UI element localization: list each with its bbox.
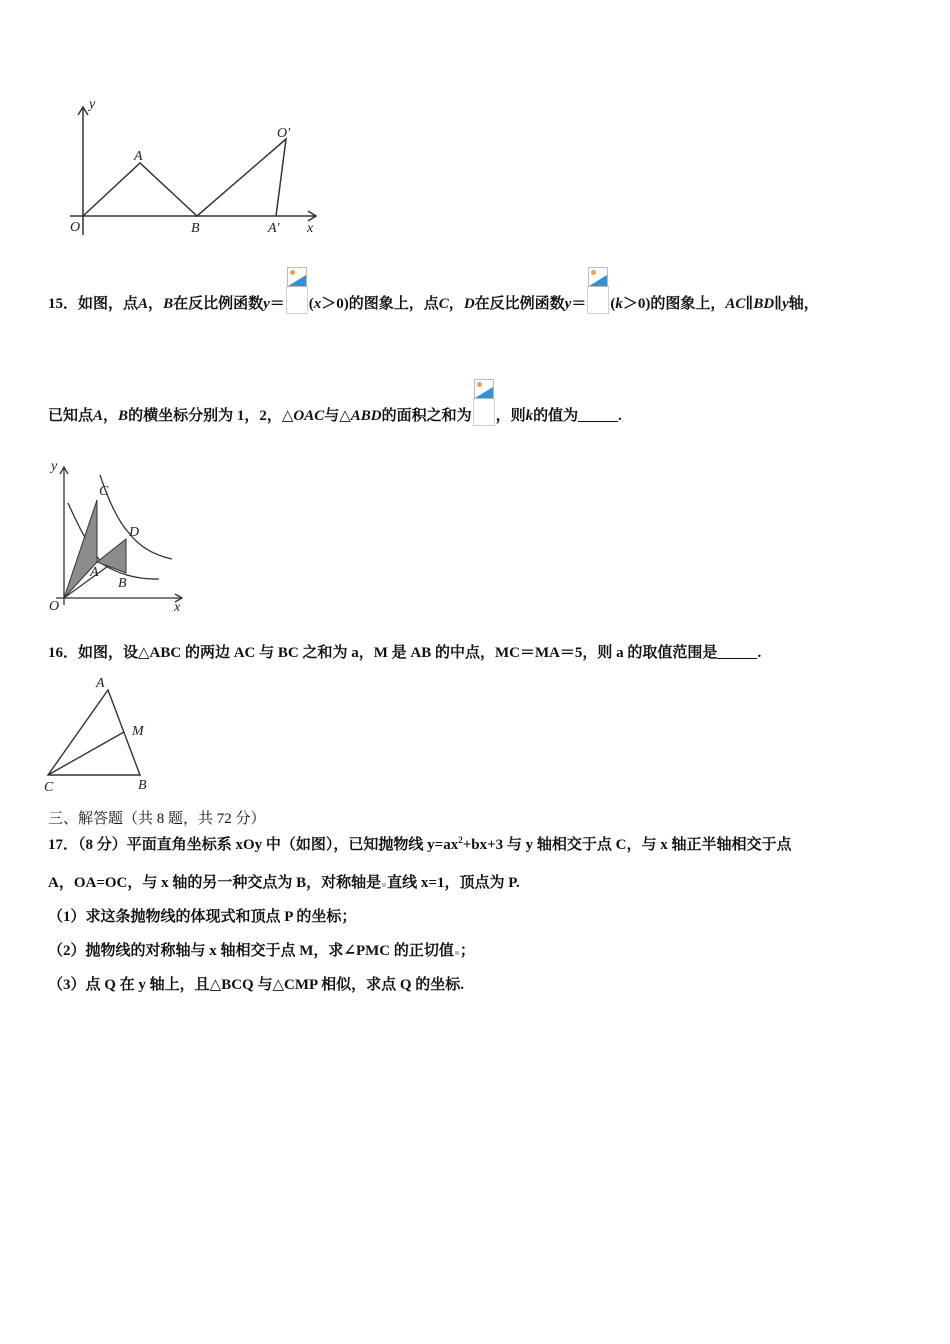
fig16-point-A: A xyxy=(96,676,105,691)
fig16-point-C: C xyxy=(44,780,54,795)
q17-line-2: A，OA=OC，与 x 轴的另一种交点为 B，对称轴是 直线 x=1，顶点为 P. xyxy=(48,875,520,891)
shaded-triangle-ABD xyxy=(97,539,126,573)
fig14-y-label: y xyxy=(89,97,96,112)
dot-icon xyxy=(455,951,459,955)
fig14-point-A: A xyxy=(134,149,143,164)
q17-line-1: 17．（8 分）平面直角坐标系 xOy 中（如图），已知抛物线 $y=ax^2+bx+3$ 与 y 轴相交于点 C，与 x 轴正半轴相交于点 xyxy=(48,835,792,853)
q17-part-3: （3）点 Q 在 y 轴上，且△BCQ 与△CMP 相似，求点 Q 的坐标. xyxy=(48,977,464,993)
fig15-x-label: x xyxy=(174,600,181,615)
answer-blank xyxy=(717,644,757,659)
triangle-ABC xyxy=(48,690,140,775)
broken-formula-image-icon xyxy=(473,398,495,426)
broken-formula-image-icon xyxy=(286,286,308,314)
q16-text: 16．如图，设△ABC 的两边 AC 与 BC 之和为 a，M 是 AB 的中点，MC＝MA＝5，则 a 的取值范围是 . xyxy=(48,645,762,661)
fig15-point-B: B xyxy=(118,576,127,591)
shaded-triangle-OAC xyxy=(64,500,97,598)
fig16-point-M: M xyxy=(132,724,144,739)
fig14-point-O-prime: O′ xyxy=(277,126,291,141)
fig15-y-label: y xyxy=(51,459,58,474)
broken-formula-image-icon xyxy=(587,286,609,314)
triangle-lines xyxy=(83,139,286,216)
q17-part-1: （1）求这条抛物线的体现式和顶点 P 的坐标； xyxy=(48,909,357,925)
figure-14-rotation xyxy=(60,95,330,245)
fig14-x-label: x xyxy=(307,221,314,236)
fig15-point-A: A xyxy=(90,565,99,580)
q17-part-2: （2）抛物线的对称轴与 x 轴相交于点 M，求∠PMC 的正切值 ； xyxy=(48,943,475,959)
fig16-point-B: B xyxy=(138,778,147,793)
median-CM xyxy=(48,732,124,775)
q15-line-2: 已知点A，B的横坐标分别为 1，2，△OAC与△ABD的面积之和为 ，则k的值为 . xyxy=(48,398,622,426)
answer-blank xyxy=(578,407,618,422)
figure-15-hyperbolas xyxy=(44,455,194,615)
curve-y-k-over-x xyxy=(100,475,172,559)
fig14-point-O: O xyxy=(70,220,81,235)
fig15-point-D: D xyxy=(129,525,140,540)
figure-16-triangle xyxy=(40,672,160,798)
fig15-point-O: O xyxy=(49,599,60,614)
section-heading: 三、解答题（共 8 题，共 72 分） xyxy=(48,811,266,827)
q15-line-1: 15．如图，点A，B在反比例函数y＝ (x＞0)的图象上，点C，D在反比例函数y＝ (k＞0)的图象上，AC∥BD∥y轴， xyxy=(48,286,819,314)
fig15-point-C: C xyxy=(99,484,109,499)
dot-icon xyxy=(382,883,386,887)
fig14-point-A-prime: A′ xyxy=(268,221,280,236)
fig14-point-B: B xyxy=(191,221,200,236)
